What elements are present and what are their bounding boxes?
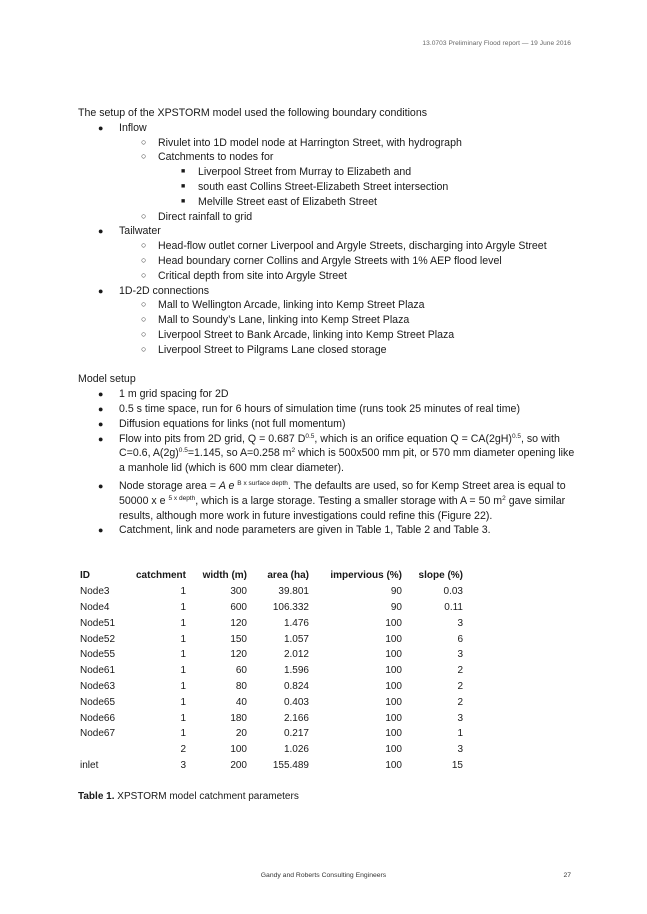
boundary-list bbox=[78, 121, 578, 358]
bullet-dot-icon: ● bbox=[98, 480, 104, 491]
model-setup-heading: Model setup bbox=[78, 373, 136, 386]
table-cell: 3 bbox=[457, 617, 463, 629]
table-cell: 1 bbox=[180, 586, 186, 598]
table-cell: 3 bbox=[457, 744, 463, 756]
column-header: slope (%) bbox=[418, 570, 463, 582]
table-cell: 90 bbox=[390, 586, 402, 598]
sub-sub-bullet: ■ south east Collins Street-Elizabeth Street intersection bbox=[181, 180, 449, 193]
circle-bullet-icon: ○ bbox=[141, 299, 147, 310]
bullet-dot-icon: ● bbox=[98, 433, 104, 444]
circle-bullet-icon: ○ bbox=[141, 254, 147, 265]
table-row bbox=[80, 742, 463, 758]
table-cell: 1 bbox=[180, 728, 186, 740]
table-header-row bbox=[80, 568, 463, 584]
bullet-grid: ● 1 m grid spacing for 2D bbox=[98, 388, 229, 401]
table-cell: 100 bbox=[385, 649, 402, 661]
sub-bullet: ○ Head-flow outlet corner Liverpool and Argyle Streets, discharging into Argyle Street bbox=[141, 240, 547, 253]
table-cell: 300 bbox=[230, 586, 247, 598]
column-header: impervious (%) bbox=[330, 570, 402, 582]
table-cell: 1.596 bbox=[283, 665, 309, 677]
table-cell: 6 bbox=[457, 633, 463, 645]
table-cell: 155.489 bbox=[272, 759, 309, 771]
table-cell: Node4 bbox=[80, 601, 110, 613]
table-cell: 1 bbox=[180, 680, 186, 692]
table-row bbox=[80, 615, 463, 631]
column-header: catchment bbox=[135, 570, 186, 582]
table-cell: 120 bbox=[230, 617, 247, 629]
table-cell: 100 bbox=[385, 696, 402, 708]
table-cell: 3 bbox=[457, 712, 463, 724]
column-header: area (ha) bbox=[267, 570, 309, 582]
table-cell bbox=[80, 742, 132, 758]
sub-bullet: ○ Head boundary corner Collins and Argyle Streets with 1% AEP flood level bbox=[141, 254, 502, 267]
sub-bullet: ○ Mall to Wellington Arcade, linking into Kemp Street Plaza bbox=[141, 299, 425, 312]
table-cell: 100 bbox=[385, 744, 402, 756]
table-cell: 0.403 bbox=[283, 696, 309, 708]
table-cell: 40 bbox=[235, 696, 247, 708]
table-cell: 90 bbox=[390, 601, 402, 613]
table-cell: 106.332 bbox=[272, 601, 309, 613]
sub-bullet: ○ Direct rainfall to grid bbox=[141, 210, 253, 223]
bullet-dot-icon: ● bbox=[98, 285, 104, 296]
table-cell: 0.824 bbox=[283, 680, 309, 692]
bullet-time: ● 0.5 s time space, run for 6 hours of simulation time (runs took 25 minutes of real time) bbox=[98, 402, 520, 415]
sub-bullet: ○ Liverpool Street to Bank Arcade, linking into Kemp Street Plaza bbox=[141, 328, 455, 341]
table-cell: 180 bbox=[230, 712, 247, 724]
table-cell: Node51 bbox=[80, 617, 116, 629]
bullet-tailwater: ● Tailwater bbox=[98, 225, 161, 238]
table-cell: 39.801 bbox=[278, 586, 309, 598]
bullet-connections: ● 1D-2D connections bbox=[98, 284, 210, 297]
table-row bbox=[80, 758, 463, 774]
table-cell: 100 bbox=[385, 712, 402, 724]
table-caption: Table 1. XPSTORM model catchment parameters bbox=[78, 791, 299, 802]
intro-paragraph: The setup of the XPSTORM model used the following boundary conditions bbox=[78, 107, 428, 119]
table-row bbox=[80, 600, 463, 616]
bullet-dot-icon: ● bbox=[98, 418, 104, 429]
table-cell: 1 bbox=[180, 649, 186, 661]
table-cell: Node3 bbox=[80, 586, 110, 598]
circle-bullet-icon: ○ bbox=[141, 314, 147, 325]
sub-bullet: ○ Liverpool Street to Pilgrams Lane closed storage bbox=[141, 343, 387, 356]
circle-bullet-icon: ○ bbox=[141, 136, 147, 147]
table-row bbox=[80, 679, 463, 695]
table-row bbox=[80, 726, 463, 742]
table-cell: 1.476 bbox=[283, 617, 309, 629]
table-cell: 2.166 bbox=[283, 712, 309, 724]
bullet-inflow: ● Inflow bbox=[98, 121, 147, 134]
table-cell: Node61 bbox=[80, 665, 116, 677]
table-cell: 120 bbox=[230, 649, 247, 661]
table-cell: 80 bbox=[235, 680, 247, 692]
model-setup-list bbox=[78, 387, 578, 538]
square-bullet-icon: ■ bbox=[181, 197, 186, 205]
table-cell: 15 bbox=[451, 759, 463, 771]
bullet-diffusion: ● Diffusion equations for links (not full momentum) bbox=[98, 417, 346, 430]
page-number: 27 bbox=[563, 872, 571, 879]
table-cell: 1 bbox=[457, 728, 463, 740]
table-cell: 3 bbox=[457, 649, 463, 661]
circle-bullet-icon: ○ bbox=[141, 269, 147, 280]
square-bullet-icon: ■ bbox=[181, 182, 186, 190]
column-header: ID bbox=[80, 570, 90, 582]
table-cell: 150 bbox=[230, 633, 247, 645]
sub-sub-bullet: ■ Liverpool Street from Murray to Elizabeth and bbox=[181, 166, 412, 179]
square-bullet-icon: ■ bbox=[181, 168, 186, 176]
table-cell: 1 bbox=[180, 712, 186, 724]
table-cell: 2.012 bbox=[283, 649, 309, 661]
table-cell: Node66 bbox=[80, 712, 116, 724]
table-cell: 2 bbox=[180, 744, 186, 756]
sub-bullet: ○ Catchments to nodes for bbox=[141, 151, 274, 164]
table-cell: 600 bbox=[230, 601, 247, 613]
table-cell: 200 bbox=[230, 759, 247, 771]
table-cell: Node63 bbox=[80, 680, 116, 692]
circle-bullet-icon: ○ bbox=[141, 151, 147, 162]
table-cell: 1 bbox=[180, 696, 186, 708]
table-cell: 100 bbox=[385, 680, 402, 692]
table-cell: 3 bbox=[180, 759, 186, 771]
table-cell: Node52 bbox=[80, 633, 116, 645]
bullet-dot-icon: ● bbox=[98, 226, 104, 237]
sub-bullet: ○ Critical depth from site into Argyle Street bbox=[141, 269, 348, 282]
table-cell: 100 bbox=[385, 633, 402, 645]
table-cell: 20 bbox=[235, 728, 247, 740]
table-row bbox=[80, 584, 463, 600]
table-cell: 2 bbox=[457, 696, 463, 708]
table-cell: 60 bbox=[235, 665, 247, 677]
sub-sub-bullet: ■ Melville Street east of Elizabeth Street bbox=[181, 195, 378, 208]
bullet-dot-icon: ● bbox=[98, 403, 104, 414]
table-cell: 0.217 bbox=[283, 728, 309, 740]
table-cell: 1.026 bbox=[283, 744, 309, 756]
bullet-params: ● Catchment, link and node parameters are given in Table 1, Table 2 and Table 3. bbox=[98, 524, 491, 537]
sub-bullet: ○ Mall to Soundy’s Lane, linking into Kemp Street Plaza bbox=[141, 314, 410, 327]
table-cell: Node55 bbox=[80, 649, 116, 661]
table-cell: 0.11 bbox=[444, 601, 463, 613]
table-row bbox=[80, 631, 463, 647]
body-text bbox=[78, 106, 578, 538]
table-cell: 1 bbox=[180, 633, 186, 645]
table-cell: 100 bbox=[385, 728, 402, 740]
sub-bullet: ○ Rivulet into 1D model node at Harrington Street, with hydrograph bbox=[141, 136, 462, 149]
circle-bullet-icon: ○ bbox=[141, 240, 147, 251]
bullet-storage: ● Node storage area = A e $^{B x surface depth}$. The defaults are used, so for Kemp Street area is equal to 50000 x e $^{5 x depth}$, which is a large storage. Testing a smaller storage with A = 50 $m^2$ gave similar results, although more work in future investigations could refine this (Figure 22). bbox=[98, 479, 566, 522]
column-header: width (m) bbox=[202, 570, 247, 582]
table-cell: 100 bbox=[385, 759, 402, 771]
table-cell: 100 bbox=[385, 665, 402, 677]
table-cell: 100 bbox=[385, 617, 402, 629]
table-cell: 1.057 bbox=[283, 633, 309, 645]
bullet-flow: ● Flow into pits from 2D grid, Q = 0.687 $D^{0.5}$, which is an orifice equation $Q = CA(2gH)^{0.5}$, so with C=0.6, $A(2g)^{0.5}=1.145$, so A=0.258 $m^2$ which is 500x500 mm pit, or 570 mm diameter opening like a manhole lid (which is 600 mm clear diameter). bbox=[98, 432, 575, 475]
table-cell: 1 bbox=[180, 601, 186, 613]
table-cell: 0.03 bbox=[443, 586, 463, 598]
circle-bullet-icon: ○ bbox=[141, 328, 147, 339]
circle-bullet-icon: ○ bbox=[141, 343, 147, 354]
table-cell: 2 bbox=[457, 680, 463, 692]
bullet-dot-icon: ● bbox=[98, 525, 104, 536]
table-cell: 1 bbox=[180, 665, 186, 677]
table-row bbox=[80, 694, 463, 710]
table-row bbox=[80, 710, 463, 726]
table-body bbox=[80, 584, 463, 774]
table-cell: inlet bbox=[80, 759, 99, 771]
table-cell: 100 bbox=[230, 744, 247, 756]
bullet-dot-icon: ● bbox=[98, 122, 104, 133]
catchment-parameters-table bbox=[80, 568, 463, 773]
table-row bbox=[80, 663, 463, 679]
table-row bbox=[80, 647, 463, 663]
table-cell: 2 bbox=[457, 665, 463, 677]
table-cell: Node67 bbox=[80, 728, 116, 740]
circle-bullet-icon: ○ bbox=[141, 210, 147, 221]
bullet-dot-icon: ● bbox=[98, 389, 104, 400]
footer-company: Gandy and Roberts Consulting Engineers bbox=[260, 872, 387, 879]
running-header: 13.0703 Preliminary Flood report — 19 June 2016 bbox=[422, 40, 571, 47]
table-cell: Node65 bbox=[80, 696, 116, 708]
table-cell: 1 bbox=[180, 617, 186, 629]
